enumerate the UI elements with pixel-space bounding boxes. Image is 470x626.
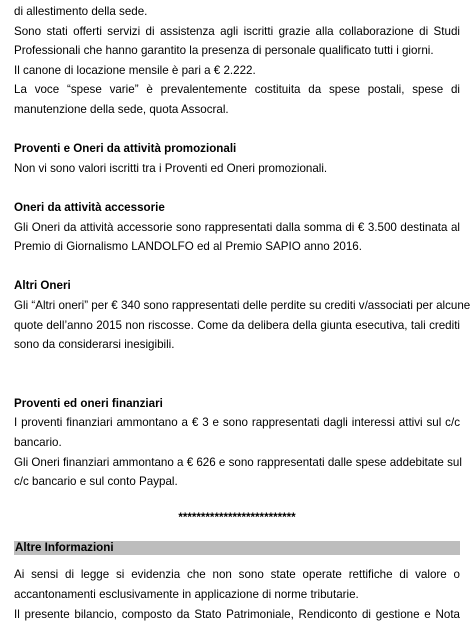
text-line: accantonamenti esclusivamente in applicazione di norme tributarie.: [14, 588, 359, 602]
text-line: Il presente bilancio, composto da Stato Patrimoniale, Rendiconto di gestione e Nota: [14, 607, 460, 621]
text-line: manutenzione della sede, quota Assocral.: [14, 102, 229, 116]
section-heading: Proventi e Oneri da attività promozionali: [14, 142, 237, 156]
section-accessorie: [14, 198, 460, 257]
text-line: Professionali che hanno garantito la presenza di personale qualificato tutti i giorni.: [14, 44, 434, 58]
section-promozionali: [14, 139, 460, 178]
text-line: Gli “Altri oneri” per € 340 sono rappresentati delle perdite su crediti v/associati per alcune: [14, 298, 470, 312]
document-page: [14, 2, 470, 624]
text-line: I proventi finanziari ammontano a € 3 e sono rappresentati dagli interessi attivi sul c/c: [14, 416, 460, 430]
text-line: quote dell’anno 2015 non riscosse. Come da delibera della giunta esecutiva, tali crediti: [14, 318, 460, 332]
text-line: Gli Oneri da attività accessorie sono rappresentati dalla somma di € 3.500 destinata al: [14, 220, 460, 234]
section-altre-informazioni: [14, 565, 460, 624]
text-line: Premio di Giornalismo LANDOLFO ed al Premio SAPIO anno 2016.: [14, 240, 362, 254]
text-line: c/c bancario e sul conto Paypal.: [14, 475, 178, 489]
section-altri-oneri: [14, 276, 470, 354]
text-line: Sono stati offerti servizi di assistenza agli iscritti grazie alla collaborazione di Studi: [14, 24, 460, 38]
text-line: Ai sensi di legge si evidenzia che non sono state operate rettifiche di valore o: [14, 568, 460, 582]
separator-stars: **************************: [178, 510, 296, 524]
text-line: di allestimento della sede.: [14, 5, 148, 18]
section-finanziari: [14, 394, 460, 492]
text-line: La voce “spese varie” è prevalentemente costituita da spese postali, spese di: [14, 83, 460, 97]
section-heading: Oneri da attività accessorie: [14, 200, 165, 214]
text-line: Gli Oneri finanziari ammontano a € 626 e sono rappresentati dalle spese addebitate sul: [14, 455, 462, 469]
section-heading: Proventi ed oneri finanziari: [14, 396, 163, 410]
text-line: Il canone di locazione mensile è pari a € 2.222.: [14, 63, 256, 77]
section-heading-bar: Altre Informazioni: [14, 541, 460, 555]
section-heading: Altri Oneri: [14, 279, 71, 293]
text-line: sono da considerarsi inesigibili.: [14, 338, 175, 352]
text-line: bancario.: [14, 436, 62, 450]
intro-paragraph: [14, 2, 460, 120]
text-line: Non vi sono valori iscritti tra i Proventi ed Oneri promozionali.: [14, 161, 328, 175]
